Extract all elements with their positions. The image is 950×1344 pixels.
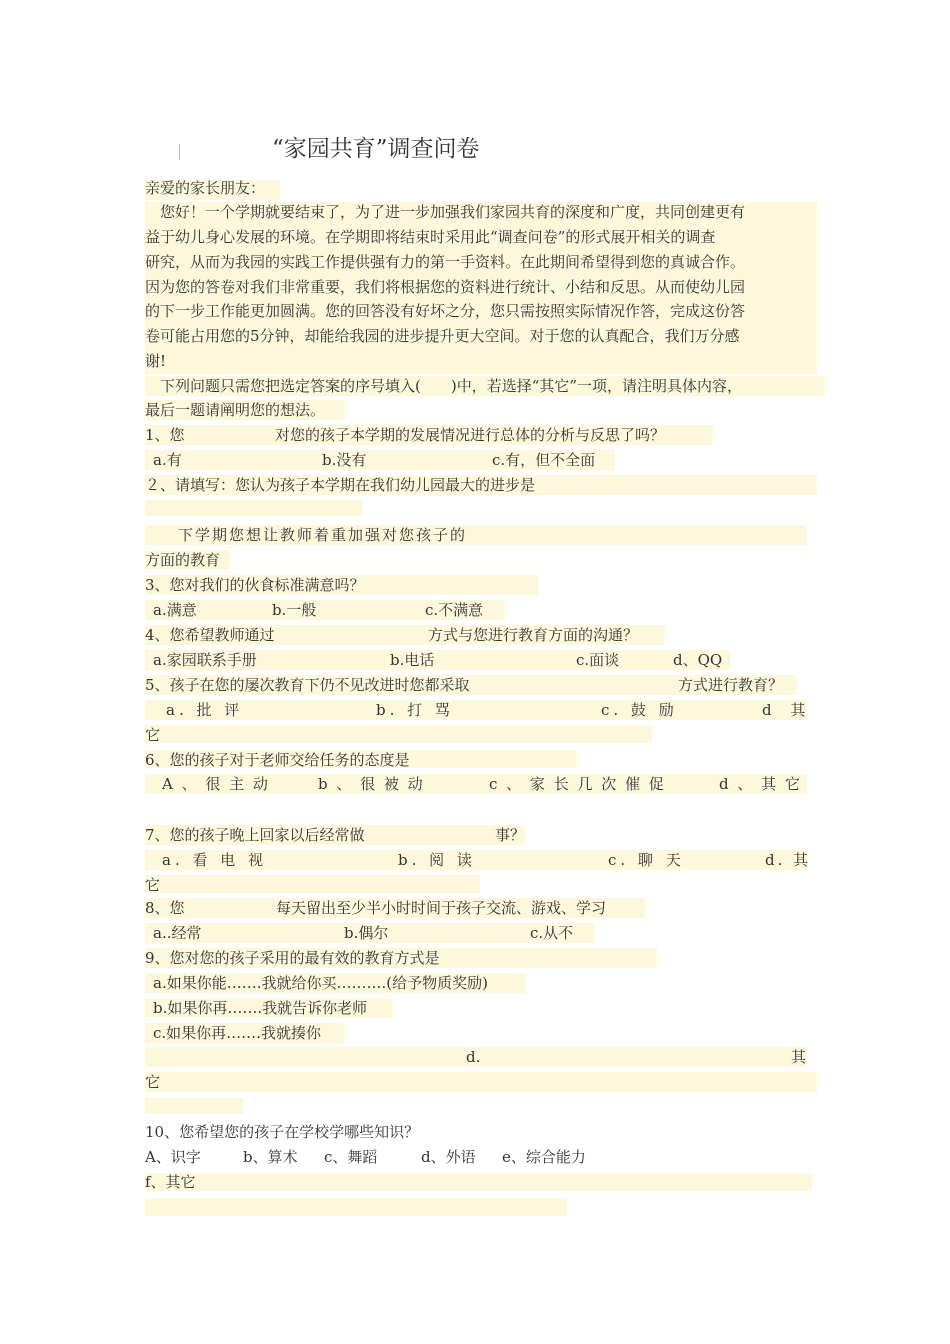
- highlight-band: [145, 1198, 567, 1216]
- text-cursor: [179, 144, 180, 160]
- q5-text-start: 5、孩子在您的屡次教育下仍不见改进时您都采取: [145, 676, 470, 694]
- q3-option: c.不满意: [425, 601, 484, 619]
- q5-option: b. 打 骂: [376, 701, 454, 719]
- q7-option: a. 看 电 视: [162, 851, 268, 869]
- q6-option: A 、 很 主 动: [162, 775, 270, 793]
- q9-continuation: 它: [145, 1073, 161, 1091]
- q4-option: c.面谈: [576, 651, 620, 669]
- q9-option: c.如果你再…….我就揍你: [153, 1024, 321, 1042]
- q8-text-start: 8、您: [145, 899, 185, 917]
- q4-option: a.家园联系手册: [153, 651, 257, 669]
- q1-text-start: 1、您: [145, 426, 185, 444]
- q9-option-d: d.: [466, 1048, 481, 1066]
- intro-line: 您好！一个学期就要结束了，为了进一步加强我们家园共育的深度和广度，共同创建更有: [145, 203, 746, 221]
- q9-option-d-end: 其: [791, 1048, 807, 1066]
- q4-option: d、QQ: [673, 651, 723, 669]
- q10-option: A、识字: [145, 1148, 201, 1166]
- q7-option: b. 阅 读: [398, 851, 476, 869]
- highlight-band: [145, 1173, 812, 1191]
- q1-text-end: 对您的孩子本学期的发展情况进行总体的分析与反思了吗？: [275, 426, 666, 444]
- q7-option: d. 其: [765, 851, 812, 869]
- page-title: “家园共育”调查问卷: [272, 136, 480, 162]
- highlight-band: [145, 1098, 243, 1114]
- q10-option: c、舞蹈: [324, 1148, 378, 1166]
- q8-text-end: 每天留出至少半小时时间于孩子交流、游戏、学习: [276, 899, 607, 917]
- q5-option: a. 批 评: [166, 701, 244, 719]
- q10-option-f: f、其它: [145, 1173, 196, 1191]
- q1-option: b.没有: [322, 451, 367, 469]
- intro-line: 因为您的答卷对我们非常重要，我们将根据您的资料进行统计、小结和反思。从而使幼儿园: [145, 278, 746, 296]
- q7-text-end: 事？: [495, 826, 526, 844]
- q6-text: 6、您的孩子对于老师交给任务的态度是: [145, 751, 410, 769]
- intro-line: 的下一步工作能更加圆满。您的回答没有好坏之分，您只需按照实际情况作答，完成这份答: [145, 302, 746, 320]
- q10-text: 10、您希望您的孩子在学校学哪些知识？: [145, 1123, 420, 1141]
- greeting: 亲爱的家长朋友：: [145, 179, 266, 197]
- q7-text-start: 7、您的孩子晚上回家以后经常做: [145, 826, 365, 844]
- q10-option: e、综合能力: [502, 1148, 586, 1166]
- q5-option: c. 鼓 励: [601, 701, 678, 719]
- highlight-band: [145, 725, 652, 743]
- q8-option: a..经常: [153, 924, 202, 942]
- q5-text-end: 方式进行教育？: [678, 676, 784, 694]
- q7-continuation: 它: [145, 876, 161, 894]
- highlight-band: [145, 500, 362, 516]
- q3-option: a.满意: [153, 601, 197, 619]
- q5-option: d 其: [762, 701, 813, 719]
- q3-text: 3、您对我们的伙食标准满意吗？: [145, 576, 365, 594]
- q2-text: ２、请填写：您认为孩子本学期在我们幼儿园最大的进步是: [145, 476, 536, 494]
- q1-option: c.有，但不全面: [492, 451, 596, 469]
- instruction-line: 下列问题只需您把选定答案的序号填入( )中，若选择“其它”一项，请注明具体内容，: [145, 377, 743, 395]
- intro-line: 谢!: [145, 352, 167, 370]
- q2-sub2: 方面的教育: [145, 551, 221, 569]
- q3-option: b.一般: [272, 601, 317, 619]
- q2-sub: 下学期您想让教师着重加强对您孩子的: [178, 526, 468, 544]
- q5-continuation: 它: [145, 726, 161, 744]
- q8-option: b.偶尔: [344, 924, 389, 942]
- highlight-band: [145, 875, 480, 893]
- q6-option: c 、 家 长 几 次 催 促: [489, 775, 666, 793]
- q6-option: d 、 其 它: [719, 775, 802, 793]
- q10-option: d、外语: [421, 1148, 476, 1166]
- intro-line: 卷可能占用您的5分钟，却能给我园的进步提升更大空间。对于您的认真配合，我们万分感: [145, 327, 740, 345]
- q6-option: b 、 很 被 动: [318, 775, 425, 793]
- intro-line: 益于幼儿身心发展的环境。在学期即将结束时采用此“调查问卷”的形式展开相关的调查: [145, 228, 716, 246]
- highlight-band: [145, 1072, 817, 1092]
- q4-text-start: 4、您希望教师通过: [145, 626, 275, 644]
- q9-text: 9、您对您的孩子采用的最有效的教育方式是: [145, 949, 440, 967]
- intro-line: 研究，从而为我园的实践工作提供强有力的第一手资料。在此期间希望得到您的真诚合作。: [145, 253, 746, 271]
- instruction-line: 最后一题请阐明您的想法。: [145, 401, 326, 419]
- q4-option: b.电话: [390, 651, 435, 669]
- q4-text-end: 方式与您进行教育方面的沟通？: [428, 626, 639, 644]
- q9-option: a.如果你能…….我就给你买……….(给予物质奖励): [153, 974, 488, 992]
- q7-option: c. 聊 天: [608, 851, 685, 869]
- q1-option: a.有: [153, 451, 182, 469]
- q10-option: b、算术: [243, 1148, 298, 1166]
- highlight-band: [145, 700, 807, 720]
- q8-option: c.从不: [530, 924, 574, 942]
- q9-option: b.如果你再…….我就告诉你老师: [153, 999, 368, 1017]
